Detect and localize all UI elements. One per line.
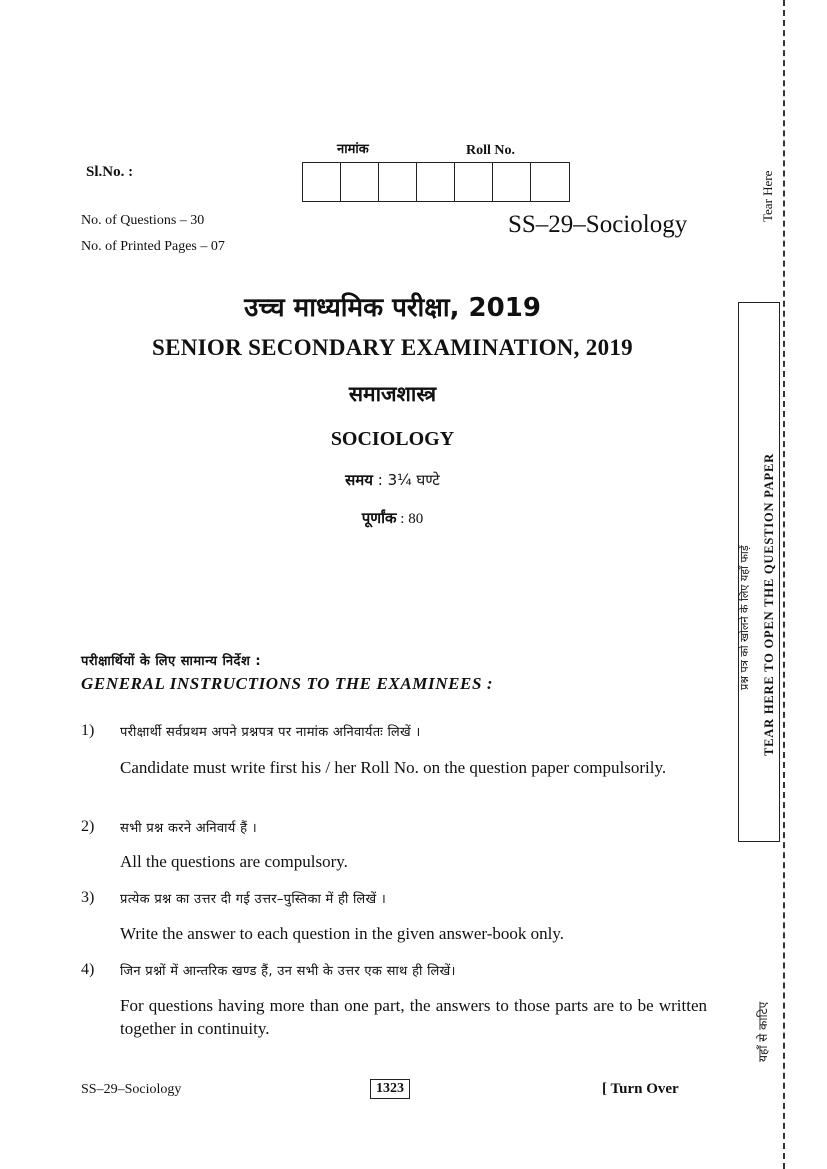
subject-title: SOCIOLOGY: [330, 428, 455, 450]
roll-digit-box[interactable]: [531, 163, 569, 201]
instruction-hindi: जिन प्रश्नों में आन्तरिक खण्ड हैं, उन सभी के उत्तर एक साथ ही लिखें।: [120, 964, 456, 979]
instruction-number: 1): [81, 722, 95, 739]
subject-title-hindi: समाजशास्त्र: [348, 382, 437, 406]
marks-value: : 80: [396, 511, 424, 527]
instruction-english: For questions having more than one part, the answers to those parts are to be written together in continuity.: [120, 996, 707, 1038]
roll-digit-box[interactable]: [455, 163, 493, 201]
tear-here-label: Tear Here: [760, 170, 775, 222]
instruction-english: Candidate must write first his / her Roll No. on the question paper compulsorily.: [120, 758, 667, 777]
marks-label: पूर्णांक: [361, 509, 397, 527]
tear-dashed-line: [783, 0, 785, 1169]
paper-code: SS–29–Sociology: [508, 211, 688, 238]
roll-digit-box[interactable]: [303, 163, 341, 201]
instruction-number: 2): [81, 818, 95, 835]
tear-instruction-hindi: प्रश्न पत्र को खोलने के लिए यहाँ फाड़ें: [738, 545, 751, 690]
instructions-heading-hindi: परीक्षार्थियों के लिए सामान्य निर्देश :: [81, 654, 262, 669]
roll-number-label: Roll No.: [466, 143, 515, 158]
cut-here-label: यहाँ से काटिए: [756, 1001, 770, 1062]
tear-instruction-english: TEAR HERE TO OPEN THE QUESTION PAPER: [762, 453, 776, 756]
instruction-hindi: प्रत्येक प्रश्न का उत्तर दी गई उत्तर–पुस्तिका में ही लिखें ।: [120, 892, 387, 907]
roll-digit-box[interactable]: [493, 163, 531, 201]
serial-number-label: Sl.No. :: [86, 164, 134, 180]
time-allowed: [0, 470, 785, 490]
instruction-hindi: परीक्षार्थी सर्वप्रथम अपने प्रश्नपत्र पर नामांक अनिवार्यतः लिखें ।: [120, 725, 421, 740]
time-label: समय: [345, 471, 373, 489]
roll-digit-box[interactable]: [417, 163, 455, 201]
roll-number-label-hindi: नामांक: [337, 142, 369, 157]
instruction-english: All the questions are compulsory.: [120, 852, 348, 871]
instruction-english: Write the answer to each question in the given answer-book only.: [120, 924, 564, 943]
roll-number-boxes: [302, 162, 570, 202]
instruction-hindi: सभी प्रश्न करने अनिवार्य हैं ।: [120, 821, 257, 836]
number-of-pages: No. of Printed Pages – 07: [81, 239, 225, 254]
instruction-number: 3): [81, 889, 95, 906]
maximum-marks: [0, 508, 785, 528]
footer-page-code: 1323: [370, 1079, 410, 1099]
exam-title-hindi: उच्च माध्यमिक परीक्षा, 2019: [244, 293, 541, 323]
footer-paper-code: SS–29–Sociology: [81, 1082, 182, 1097]
instructions-heading: GENERAL INSTRUCTIONS TO THE EXAMINEES :: [81, 674, 494, 693]
number-of-questions: No. of Questions – 30: [81, 213, 205, 228]
roll-digit-box[interactable]: [341, 163, 379, 201]
turn-over-label: [ Turn Over: [602, 1081, 679, 1097]
instruction-number: 4): [81, 961, 95, 978]
exam-title: SENIOR SECONDARY EXAMINATION, 2019: [152, 335, 633, 360]
time-value: : 3¼ घण्टे: [372, 471, 440, 489]
roll-digit-box[interactable]: [379, 163, 417, 201]
